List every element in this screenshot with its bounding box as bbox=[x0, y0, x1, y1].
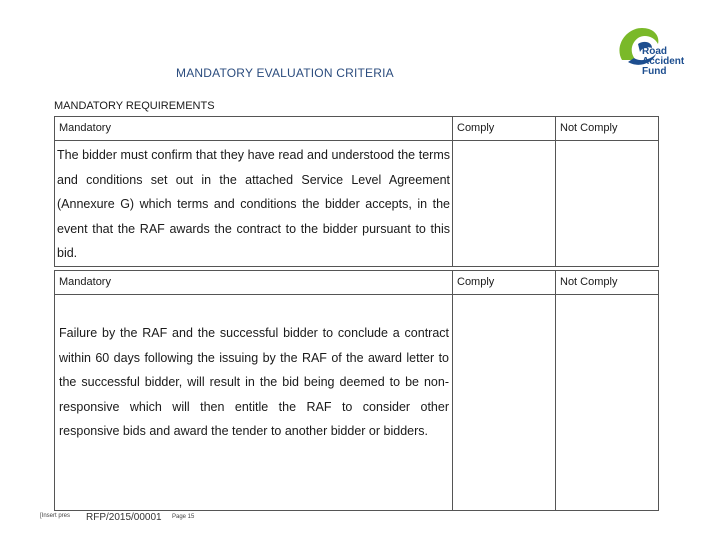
raf-logo bbox=[614, 22, 714, 84]
mandatory-header: Mandatory bbox=[55, 117, 453, 141]
logo-line-road: Road bbox=[642, 46, 667, 57]
footer-placeholder: [Insert pres bbox=[40, 513, 71, 519]
requirement-cell bbox=[55, 141, 453, 267]
comply-cell[interactable] bbox=[453, 141, 556, 267]
requirements-table-1 bbox=[54, 116, 659, 267]
logo-line-fund: Fund bbox=[642, 66, 667, 77]
requirements-table-2 bbox=[54, 270, 659, 511]
not-comply-cell[interactable] bbox=[556, 295, 659, 511]
not-comply-cell[interactable] bbox=[556, 141, 659, 267]
logo-wordmark bbox=[642, 47, 684, 77]
logo-line-accident: Accident bbox=[642, 56, 685, 67]
not-comply-header: Not Comply bbox=[556, 117, 659, 141]
footer-page-number: Page 15 bbox=[172, 514, 195, 520]
section-subtitle: MANDATORY REQUIREMENTS bbox=[54, 100, 215, 112]
not-comply-header: Not Comply bbox=[556, 271, 659, 295]
comply-header: Comply bbox=[453, 271, 556, 295]
comply-cell[interactable] bbox=[453, 295, 556, 511]
requirement-text: The bidder must confirm that they have read and understood the terms and conditions set out in the attached Service Level Agreement (Annexure G) which terms and conditions the bidder accepts, in the event that the RAF awards the contract to the bidder pursuant to this bid. bbox=[57, 148, 450, 260]
comply-header: Comply bbox=[453, 117, 556, 141]
requirement-text: Failure by the RAF and the successful bidder to conclude a contract within 60 days following the issuing by the RAF of the award letter to the successful bidder, will result in the bid being deemed to be non-responsive which will then entitle the RAF to consider other responsive bids and award the tender to another bidder or bidders. bbox=[59, 326, 449, 438]
footer-reference: RFP/2015/00001 bbox=[86, 512, 162, 523]
page-title: MANDATORY EVALUATION CRITERIA bbox=[176, 66, 394, 80]
requirement-cell bbox=[55, 295, 453, 511]
mandatory-header: Mandatory bbox=[55, 271, 453, 295]
